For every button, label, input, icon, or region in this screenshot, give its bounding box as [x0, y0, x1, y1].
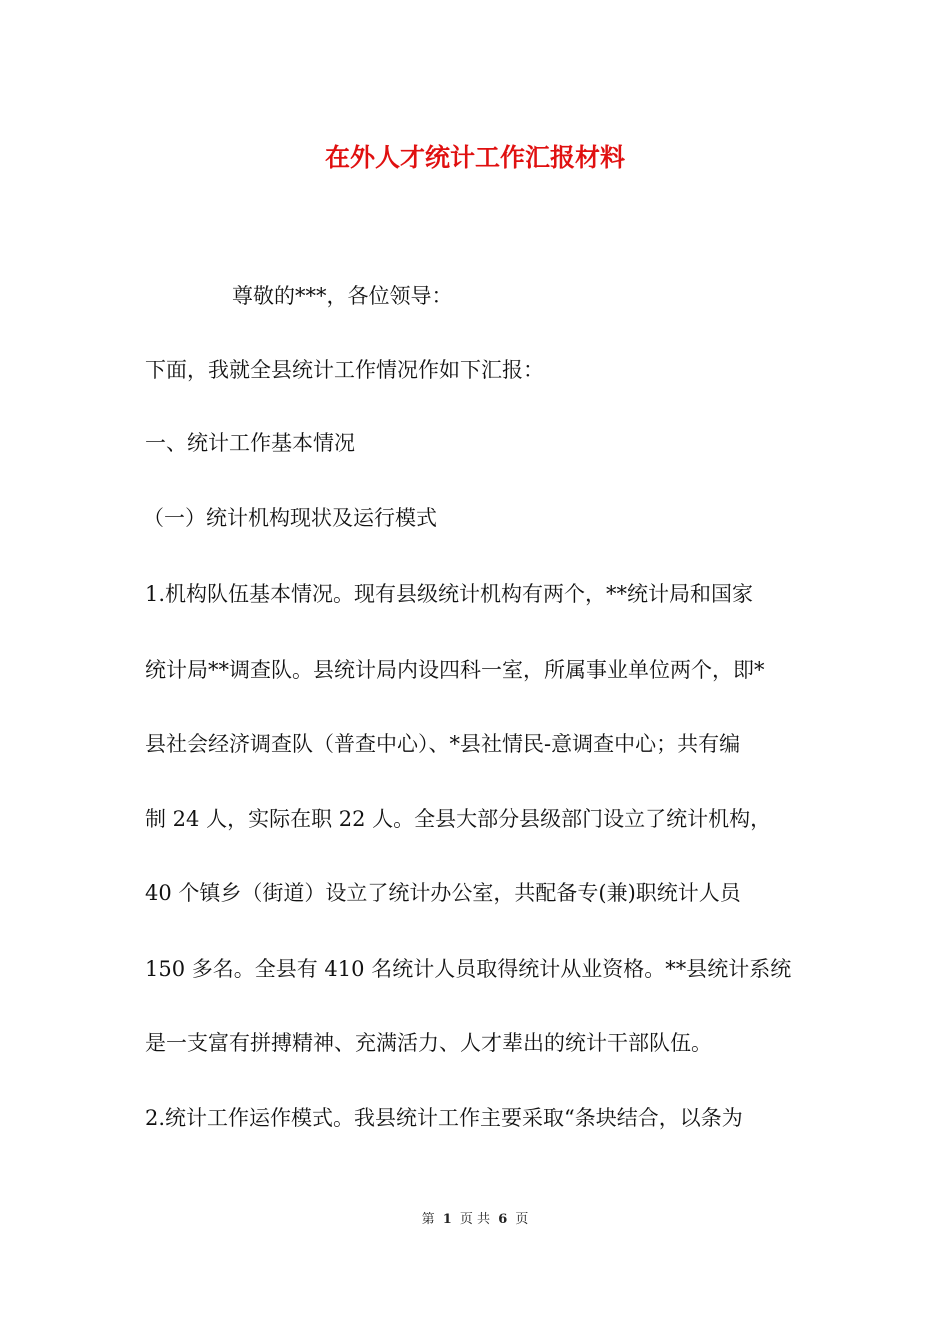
- paragraph-line: 1.机构队伍基本情况。现有县级统计机构有两个，**统计局和国家: [145, 582, 754, 606]
- page-prefix: 第: [421, 1212, 435, 1227]
- paragraph-line: 是一支富有拼搏精神、充满活力、人才辈出的统计干部队伍。: [145, 1031, 712, 1055]
- document-title: 在外人才统计工作汇报材料: [324, 143, 625, 172]
- paragraph-line: 下面，我就全县统计工作情况作如下汇报：: [145, 358, 544, 382]
- page-suffix: 页: [515, 1212, 529, 1227]
- paragraph-line: 2.统计工作运作模式。我县统计工作主要采取“条块结合，以条为: [145, 1106, 743, 1130]
- page-mid: 页 共: [459, 1212, 491, 1227]
- paragraph-line: 统计局**调查队。县统计局内设四科一室，所属事业单位两个，即*: [145, 658, 765, 682]
- paragraph-line: 县社会经济调查队（普查中心）、*县社情民-意调查中心；共有编: [145, 732, 741, 756]
- page-footer: [0, 1208, 950, 1227]
- page-current: 1: [442, 1212, 452, 1227]
- subsection-heading: （一）统计机构现状及运行模式: [143, 506, 437, 530]
- paragraph-line: 150 多名。全县有 410 名统计人员取得统计从业资格。**县统计系统: [145, 957, 792, 981]
- paragraph-line: 40 个镇乡（街道）设立了统计办公室，共配备专(兼)职统计人员: [145, 881, 741, 905]
- page-total: 6: [498, 1212, 508, 1227]
- paragraph-line: 制 24 人，实际在职 22 人。全县大部分县级部门设立了统计机构，: [145, 807, 772, 831]
- section-heading: 一、统计工作基本情况: [145, 431, 355, 455]
- salutation: 尊敬的***，各位领导：: [232, 284, 453, 308]
